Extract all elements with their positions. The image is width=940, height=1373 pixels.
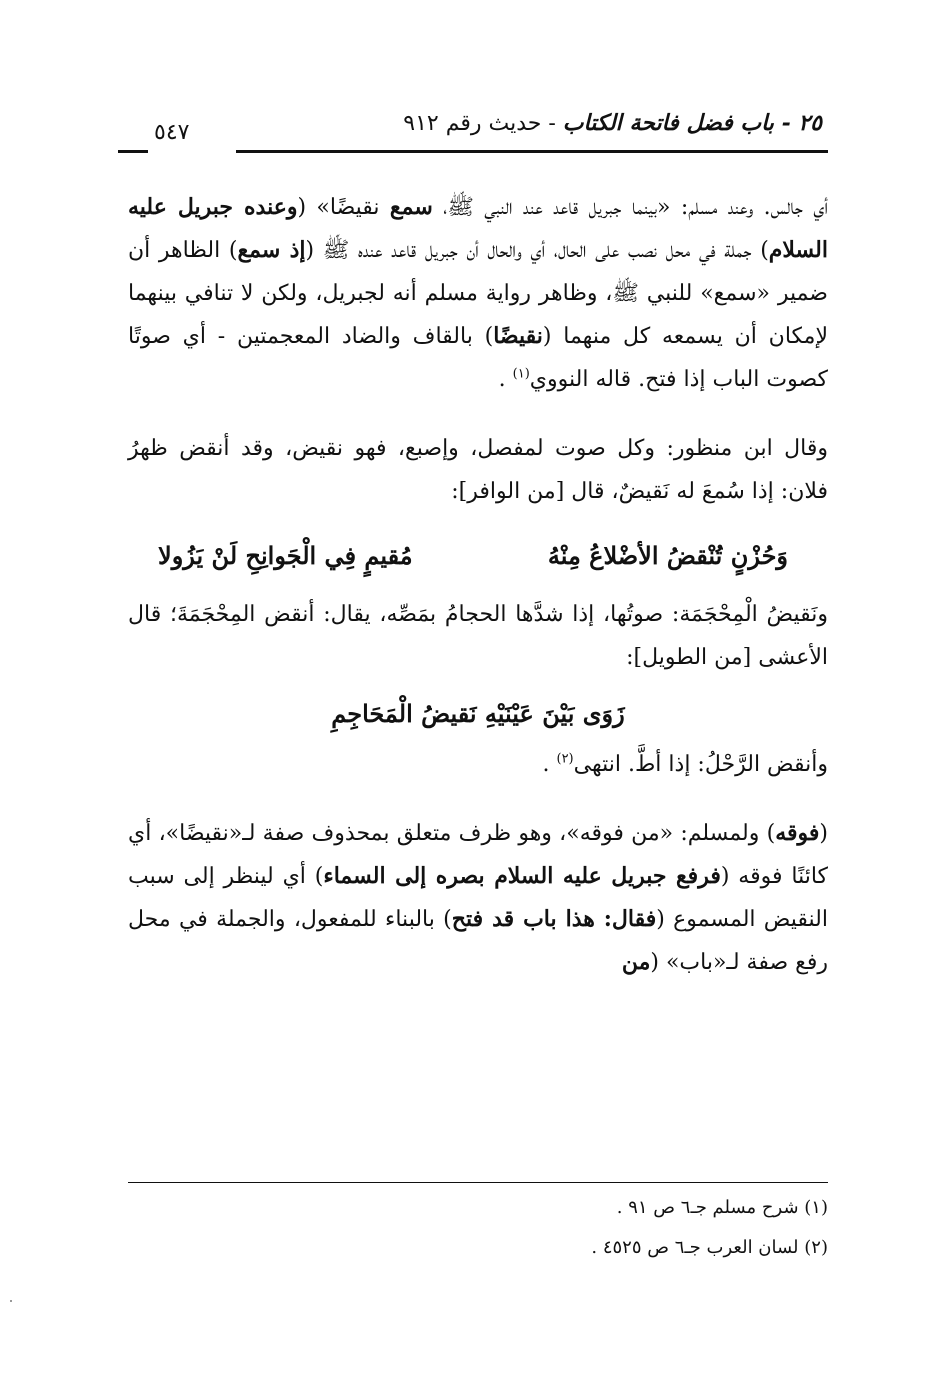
main-text [128, 186, 828, 984]
footnote-1: (١) شرح مسلم جـ٦ ص ٩١ . [616, 1197, 828, 1218]
verse-2: زَوَى بَيْنَ عَيْنَيْهِ نَقيضُ الْمَحَاجِمِ [331, 699, 625, 728]
chapter-title-hadith: - حديث رقم ٩١٢ [403, 111, 563, 136]
page-header [118, 110, 828, 158]
text-run: وأنقض الرَّحْلُ: إذا أطَّ. انتهى [573, 752, 828, 777]
paragraph-1 [128, 186, 828, 401]
text-run: ) الظاهر أن ضمير «سمع» للنبي ﷺ، وظاهر رواية مسلم أنه لجبريل، ولكن لا تنافي بينهما لإمكان أن يسمعه كل منهما ( [128, 238, 828, 349]
text-run: ( [819, 821, 828, 846]
text-run: . [498, 367, 513, 392]
text-run: ) بالبناء للمفعول، والجملة في محل رفع صفة لـ«باب» ( [128, 907, 828, 975]
verse-1 [128, 531, 828, 581]
footnotes [128, 1188, 828, 1268]
text-run-bold: إذ سمع [237, 237, 306, 263]
header-rule [236, 150, 828, 153]
paragraph-3: ونَقيضُ الْمِحْجَمَة: صوتُها، إذا شدَّها الحجامُ بمَصِّه، يقال: أنقض المِحْجَمَةَ؛ قال الأعشى [من الطويل]: [128, 602, 828, 670]
text-run: ) بالقاف والضاد المعجمتين - أي صوتًا كصوت الباب إذا فتح. قاله النووي [128, 324, 828, 392]
paragraph-5 [128, 812, 828, 984]
text-run-bold: وعنده جبريل عليه السلام [128, 194, 828, 263]
text-run-bold: نقيضًا [493, 323, 543, 349]
text-run: ) ولمسلم: «من فوقه»، وهو ظرف متعلق بمحذوف صفة لـ«نقيضًا»، أي كائنًا فوقه ( [128, 821, 829, 889]
footnote-ref-2: (٢) [556, 751, 574, 767]
text-run: . [542, 752, 557, 777]
verse-1-second-hemistich: مُقيمٍ فِي الْجَوانِحِ لَنْ يَزُولا [158, 541, 413, 570]
chapter-title-bold: ٢٥ - باب فضل فاتحة الكتاب [562, 110, 822, 136]
text-run-bold: من [621, 949, 651, 975]
text-run-bold: سمع [389, 194, 433, 220]
text-run-bold: فوقه [775, 820, 820, 846]
text-run-bold: فقال: هذا باب قد فتح [451, 906, 657, 932]
text-run: أي جالس. وعند مسلم: «بينما جبريل قاعد عند النبي ﷺ، [432, 195, 828, 220]
page-number: ٥٤٧ [154, 120, 190, 145]
footnote-ref-1: (١) [512, 366, 530, 382]
text-run-bold: فرفع جبريل عليه السلام بصره إلى السماء [323, 863, 721, 889]
verse-1-first-hemistich: وَحُزْنٍ تُنْقضُ الأضْلاعُ مِنْهُ [547, 541, 788, 570]
text-run: ) جملة في محل نصب على الحال، أي والحال أن جبريل قاعد عنده ﷺ ( [305, 238, 769, 263]
text-run: وقال ابن منظور: وكل صوت لمفصل، وإصبع، فهو نقيض، وقد أنقض ظهرُ فلان: إذا سُمعَ له نَقيضٌ، قال [من الوافر]: [128, 436, 828, 504]
header-rule-short [118, 150, 148, 153]
paragraph-4 [128, 743, 828, 786]
footnote-separator [128, 1182, 828, 1183]
scan-mark [10, 1300, 12, 1302]
chapter-title [403, 110, 822, 136]
text-run: نقيضًا» ( [297, 195, 390, 220]
text-run: ) أي لينظر إلى سبب النقيض المسموع ( [128, 864, 828, 932]
paragraph-2 [128, 427, 828, 513]
footnote-2: (٢) لسان العرب جـ٦ ص ٤٥٢٥ . [591, 1237, 828, 1258]
